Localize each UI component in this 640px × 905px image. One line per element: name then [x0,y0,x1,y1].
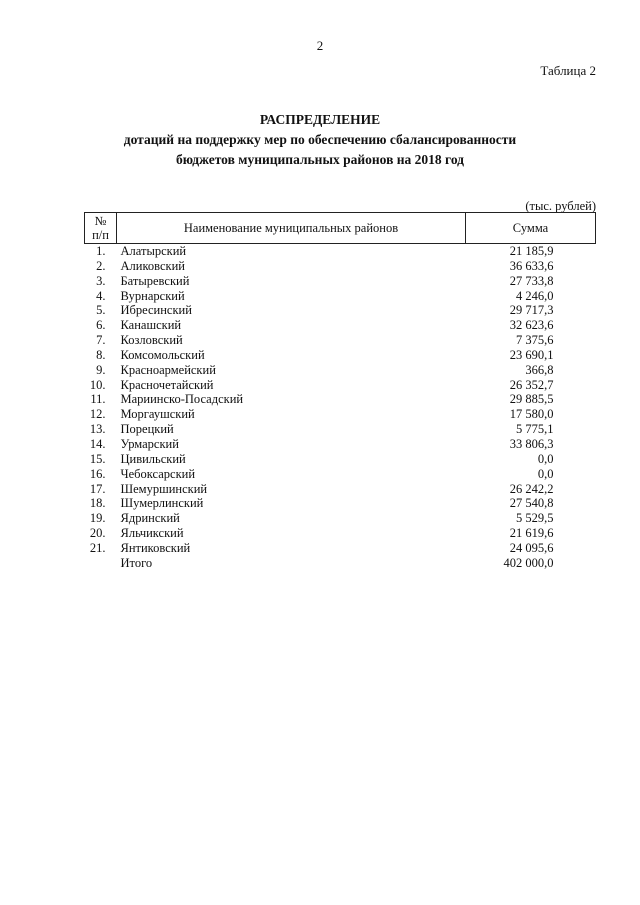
row-sum: 5 529,5 [516,511,554,526]
row-sum: 29 885,5 [509,392,554,407]
title-line-1: РАСПРЕДЕЛЕНИЕ [259,112,381,127]
row-sum: 0,0 [537,466,554,481]
row-number: 21. [89,540,106,555]
table-row [85,541,596,556]
district-name: Шумерлинский [120,496,204,511]
district-name: Комсомольский [120,347,205,362]
row-number: 17. [89,481,106,496]
district-name: Яльчикский [120,526,184,541]
district-name: Козловский [120,333,183,348]
title-line-3: бюджетов муниципальных районов на 2018 год [175,152,465,167]
district-name: Канашский [120,318,182,333]
row-sum: 23 690,1 [509,347,554,362]
row-sum: 5 775,1 [516,422,554,437]
district-name: Итого [120,555,153,570]
table-row [85,511,596,526]
table-row [85,259,596,274]
row-number: 2. [96,258,106,273]
title-line-2: дотаций на поддержку мер по обеспечению сбалансированности [123,132,517,147]
district-name: Алатырский [120,244,187,258]
row-number: 6. [96,318,106,333]
header-district-name: Наименование муниципальных районов [117,213,466,244]
table-row [85,422,596,437]
row-number: 16. [89,466,106,481]
row-number: 15. [89,451,106,466]
row-number: 4. [96,288,106,303]
row-sum: 29 717,3 [509,303,554,318]
row-sum: 7 375,6 [516,333,554,348]
row-number: 5. [96,303,106,318]
district-name: Батыревский [120,273,190,288]
page-number: 2 [316,38,324,53]
row-number: 9. [96,362,106,377]
row-number: 20. [89,526,106,541]
table-row [85,452,596,467]
table-row [85,392,596,407]
document-title [0,110,640,170]
row-number: 18. [89,496,106,511]
row-number: 12. [89,407,106,422]
row-number: 3. [96,273,106,288]
row-number: 11. [90,392,106,407]
header-sum: Сумма [466,213,596,244]
row-number: 19. [89,511,106,526]
table-header-row [85,213,596,244]
row-number [85,556,117,571]
table-row [85,437,596,452]
row-sum: 21 619,6 [509,526,554,541]
row-sum: 17 580,0 [509,407,554,422]
row-sum: 27 733,8 [509,273,554,288]
district-name: Красночетайский [120,377,214,392]
row-sum: 36 633,6 [509,258,554,273]
distribution-table [84,212,596,571]
district-name: Ибресинский [120,303,192,318]
row-number: 8. [96,347,106,362]
total-row [85,556,596,571]
table-row [85,289,596,304]
row-sum: 24 095,6 [509,540,554,555]
district-name: Чебоксарский [120,466,196,481]
row-sum: 402 000,0 [503,555,554,570]
row-sum: 26 352,7 [509,377,554,392]
row-number: 14. [89,436,106,451]
table-row [85,348,596,363]
header-number-abbr: п/п [92,228,109,242]
district-name: Янтиковский [120,540,191,555]
table-label: Таблица 2 [540,63,596,78]
table-row [85,407,596,422]
row-sum: 0,0 [537,451,554,466]
district-name: Шемуршинский [120,481,208,496]
district-name: Урмарский [120,436,179,451]
table-row [85,274,596,289]
district-name: Аликовский [120,258,185,273]
district-name: Цивильский [120,451,186,466]
table-row [85,482,596,497]
district-name: Порецкий [120,422,174,437]
district-name: Вурнарский [120,288,185,303]
row-sum: 33 806,3 [509,436,554,451]
district-name: Красноармейский [120,362,216,377]
table-row [85,526,596,541]
district-name: Ядринский [120,511,180,526]
units-label: (тыс. рублей) [525,199,596,213]
header-number-sign: № [94,214,107,228]
table-row [85,303,596,318]
table-row [85,378,596,393]
row-sum: 21 185,9 [509,244,554,258]
district-name: Моргаушский [120,407,195,422]
table-row [85,363,596,378]
row-sum: 27 540,8 [509,496,554,511]
table-row [85,333,596,348]
row-sum: 4 246,0 [516,288,554,303]
row-number: 7. [96,333,106,348]
row-sum: 32 623,6 [509,318,554,333]
table-row [85,467,596,482]
table-row [85,244,596,259]
table-row [85,318,596,333]
table-body [85,244,596,571]
district-name: Мариинско-Посадский [120,392,244,407]
row-number: 10. [89,377,106,392]
row-sum: 366,8 [525,362,554,377]
table-row [85,496,596,511]
row-number: 1. [96,244,106,258]
header-number [85,213,117,244]
row-number: 13. [89,422,106,437]
row-sum: 26 242,2 [509,481,554,496]
